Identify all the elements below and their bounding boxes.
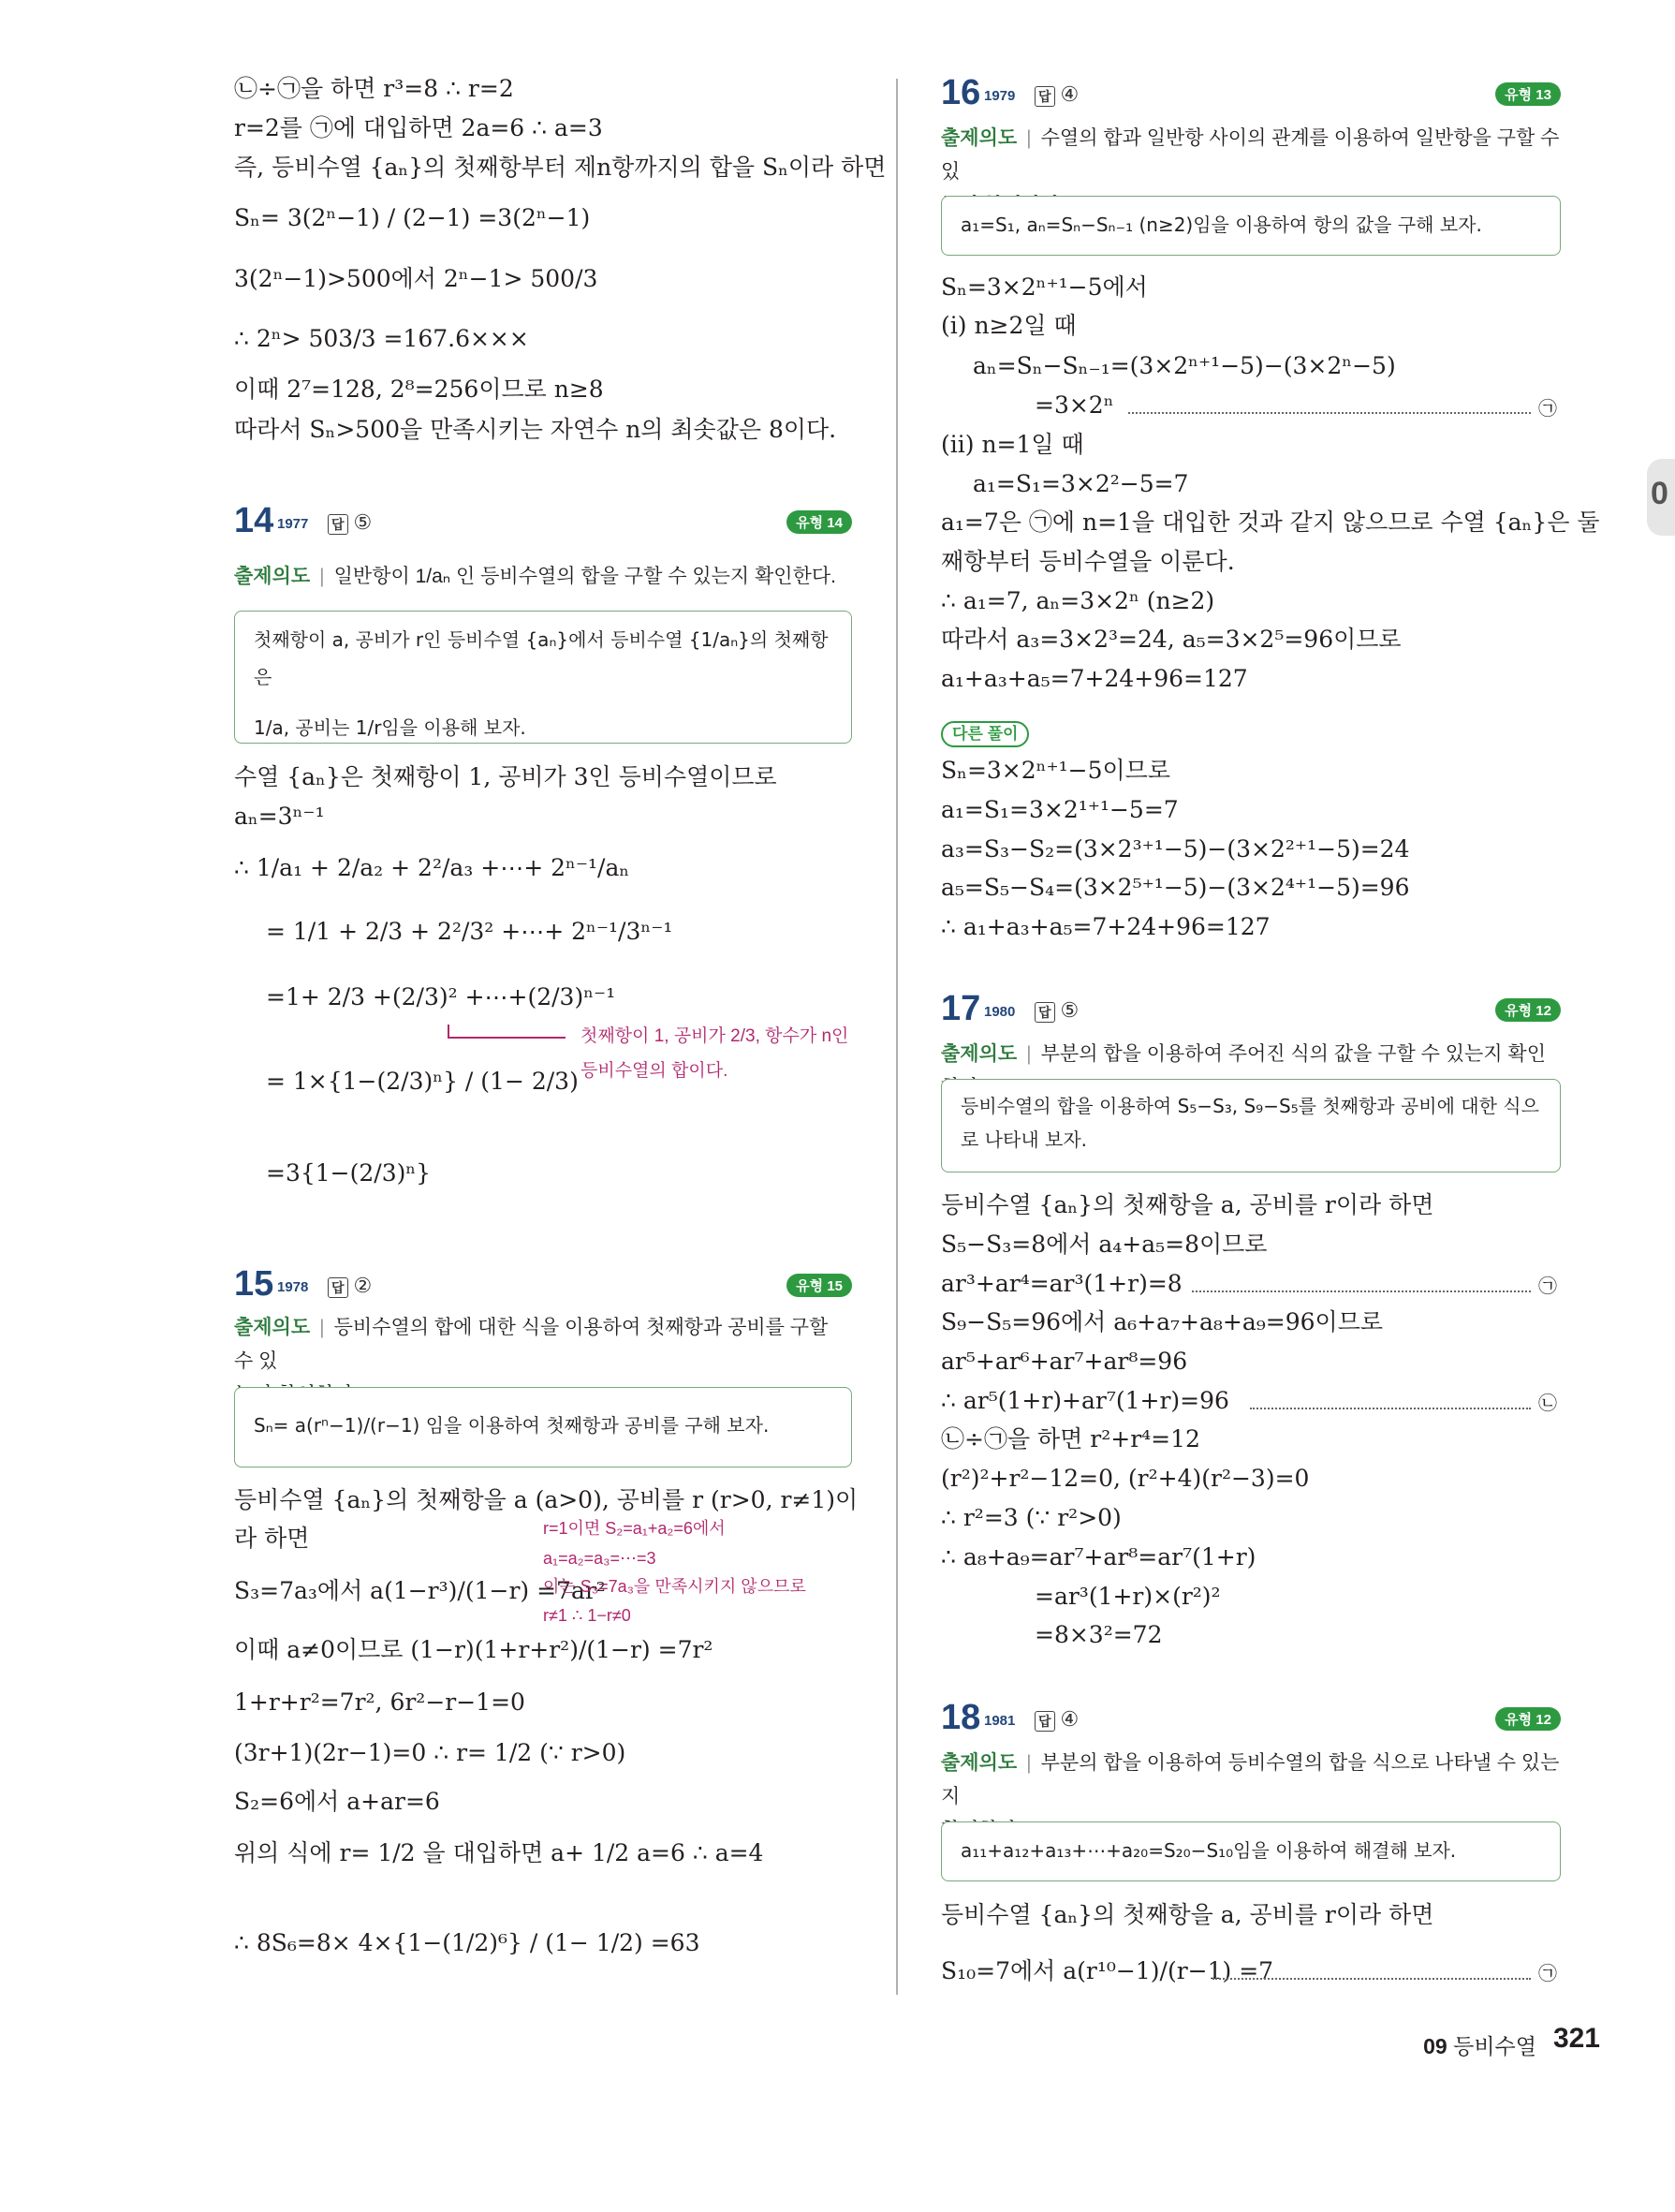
problem-number: 16 (941, 73, 981, 112)
annotation-note: 이는 S₃=7a₃을 만족시키지 않으므로 (543, 1577, 806, 1596)
solution-line: =8×3²=72 (1035, 1621, 1163, 1648)
solution-line: =3{1−(2/3)ⁿ} (266, 1159, 432, 1187)
intent-label: 출제의도 (234, 1317, 311, 1338)
solution-line: 따라서 a₃=3×2³=24, a₅=3×2⁵=96이므로 (941, 626, 1402, 653)
solution-line: ∴ r²=3 (∵ r²>0) (941, 1504, 1122, 1531)
solution-line: =1+ 2/3 +(2/3)² +⋯+(2/3)ⁿ⁻¹ (266, 983, 616, 1010)
annotation-arrow (448, 1037, 566, 1039)
problem-18-header (941, 1698, 1561, 1745)
solution-line: a₁=S₁=3×2²−5=7 (973, 470, 1189, 497)
solution-line: S₁₀=7에서 a(r¹⁰−1)/(r−1) =7 (941, 1957, 1274, 1984)
type-badge: 유형 14 (786, 510, 852, 534)
annotation-connector (448, 1025, 449, 1038)
type-badge: 유형 15 (786, 1274, 852, 1297)
answer-value: ② (353, 1274, 373, 1297)
footer-chapter (1423, 2029, 1536, 2060)
solution-line: (ⅱ) n=1일 때 (941, 431, 1084, 458)
solution-line: S₃=7a₃에서 a(1−r³)/(1−r) =7ar² (234, 1577, 606, 1604)
hint-text: a₁=S₁, aₙ=Sₙ−Sₙ₋₁ (n≥2)임을 이용하여 항의 값을 구해 보자. (961, 214, 1482, 236)
answer (328, 510, 372, 535)
solution-line: 이때 2⁷=128, 2⁸=256이므로 n≥8 (234, 376, 604, 403)
solution-line: ∴ a₁+a₃+a₅=7+24+96=127 (941, 913, 1271, 940)
solution-line: ∴ ar⁵(1+r)+ar⁷(1+r)=96 (941, 1387, 1229, 1414)
dotted-leader (1128, 412, 1531, 414)
hint-text: a₁₁+a₁₂+a₁₃+⋯+a₂₀=S₂₀−S₁₀임을 이용하여 해결해 보자. (961, 1839, 1457, 1862)
column-divider (896, 79, 898, 1995)
intent-text: 일반항이 1/aₙ 인 등비수열의 합을 구할 수 있는지 확인한다. (333, 566, 836, 587)
solution-line: a₁+a₃+a₅=7+24+96=127 (941, 665, 1248, 692)
solution-line: ㉡÷㉠을 하면 r²+r⁴=12 (941, 1425, 1200, 1453)
problem-intent: 출제의도 | 부분의 합을 이용하여 주어진 식의 값을 구할 수 있는지 확인 (941, 1038, 1561, 1105)
hint-box (234, 1387, 852, 1467)
solution-line: Sₙ= 3(2ⁿ−1) / (2−1) =3(2ⁿ−1) (234, 204, 591, 231)
answer (1035, 998, 1079, 1023)
solution-line: 따라서 Sₙ>500을 만족시키는 자연수 n의 최솟값은 8이다. (234, 416, 837, 443)
answer (1035, 1707, 1079, 1732)
equation-mark: ㉠ (1538, 397, 1557, 420)
solution-line: 라 하면 (234, 1525, 310, 1552)
problem-code: 1978 (277, 1279, 309, 1295)
solution-line: 등비수열 {aₙ}의 첫째항을 a, 공비를 r이라 하면 (941, 1901, 1434, 1928)
problem-14-header (234, 501, 852, 548)
problem-16-header (941, 73, 1561, 120)
equation-mark: ㉠ (1538, 1275, 1557, 1297)
answer-label: 답 (1035, 1002, 1055, 1023)
annotation-note: r≠1 ∴ 1−r≠0 (543, 1606, 631, 1625)
solution-line: S₅−S₃=8에서 a₄+a₅=8이므로 (941, 1231, 1268, 1258)
dotted-leader (1192, 1290, 1531, 1292)
solution-line: = 1/1 + 2/3 + 2²/3² +⋯+ 2ⁿ⁻¹/3ⁿ⁻¹ (266, 918, 673, 945)
annotation-note: a₁=a₂=a₃=⋯=3 (543, 1549, 656, 1568)
solution-line: (r²)²+r²−12=0, (r²+4)(r²−3)=0 (941, 1465, 1310, 1492)
answer-value: ⑤ (353, 510, 373, 534)
problem-number: 18 (941, 1698, 981, 1737)
hint-box (941, 1821, 1561, 1881)
solution-line: a₅=S₅−S₄=(3×2⁵⁺¹−5)−(3×2⁴⁺¹−5)=96 (941, 874, 1410, 901)
page-number: 321 (1552, 2023, 1600, 2054)
answer (328, 1274, 372, 1298)
solution-line: ∴ 1/a₁ + 2/a₂ + 2²/a₃ +⋯+ 2ⁿ⁻¹/aₙ (234, 854, 630, 881)
solution-line: =3×2ⁿ (1035, 391, 1114, 419)
annotation-note: 등비수열의 합이다. (580, 1061, 728, 1081)
hint-box (234, 611, 852, 744)
problem-code: 1980 (984, 1004, 1016, 1020)
hint-box (941, 196, 1561, 256)
annotation-note: r=1이면 S₂=a₁+a₂=6에서 (543, 1519, 726, 1538)
type-badge: 유형 12 (1495, 1707, 1561, 1731)
solution-line: aₙ=Sₙ−Sₙ₋₁=(3×2ⁿ⁺¹−5)−(3×2ⁿ−5) (973, 352, 1396, 379)
problem-number: 14 (234, 501, 274, 540)
hint-text: 1/a, 공비는 1/r임을 이용해 보자. (254, 716, 526, 739)
solution-line: r=2를 ㉠에 대입하면 2a=6 ∴ a=3 (234, 114, 603, 141)
solution-line: ∴ 8S₆=8× 4×{1−(1/2)⁶} / (1− 1/2) =63 (234, 1929, 700, 1956)
answer-label: 답 (1035, 86, 1055, 107)
solution-line: =ar³(1+r)×(r²)² (1035, 1583, 1221, 1610)
solution-line: ar³+ar⁴=ar³(1+r)=8 (941, 1270, 1183, 1297)
solution-line: (3r+1)(2r−1)=0 ∴ r= 1/2 (∵ r>0) (234, 1739, 626, 1766)
intent-label: 출제의도 (234, 566, 311, 587)
type-badge: 유형 13 (1495, 82, 1561, 106)
answer (1035, 82, 1079, 107)
problem-intent: 출제의도 | 부분의 합을 이용하여 등비수열의 합을 식으로 나타낼 수 있는지 (941, 1747, 1561, 1848)
type-badge: 유형 12 (1495, 998, 1561, 1022)
annotation-note: 첫째항이 1, 공비가 2/3, 항수가 n인 (580, 1026, 849, 1046)
problem-intent: 출제의도 | 일반항이 1/aₙ 인 등비수열의 합을 구할 수 있는지 확인한다. (234, 566, 836, 587)
solution-line: ∴ a₈+a₉=ar⁷+ar⁸=ar⁷(1+r) (941, 1543, 1256, 1571)
problem-intent: 출제의도 | 등비수열의 합에 대한 식을 이용하여 첫째항과 공비를 구할 수 있 (234, 1311, 852, 1412)
solution-line: ar⁵+ar⁶+ar⁷+ar⁸=96 (941, 1348, 1188, 1375)
solution-line: 째항부터 등비수열을 이룬다. (941, 548, 1235, 575)
equation-mark: ㉠ (1538, 1962, 1557, 1984)
solution-line: Sₙ=3×2ⁿ⁺¹−5이므로 (941, 757, 1170, 784)
problem-intent: 출제의도 | 수열의 합과 일반항 사이의 관계를 이용하여 일반항을 구할 수 있 (941, 122, 1561, 223)
dotted-leader (1250, 1408, 1531, 1409)
intent-label: 출제의도 (941, 1043, 1018, 1065)
intent-text: 부분의 합을 이용하여 주어진 식의 값을 구할 수 있는지 확인 (1040, 1043, 1546, 1065)
solution-line: (ⅰ) n≥2일 때 (941, 312, 1077, 339)
chapter-number: 09 (1423, 2034, 1447, 2058)
solution-line: 수열 {aₙ}은 첫째항이 1, 공비가 3인 등비수열이므로 (234, 763, 777, 790)
side-tab-text: 0 (1651, 476, 1668, 511)
problem-number: 15 (234, 1264, 274, 1304)
solution-line: ㉡÷㉠을 하면 r³=8 ∴ r=2 (234, 75, 514, 102)
equation-mark: ㉡ (1538, 1392, 1557, 1414)
answer-label: 답 (328, 514, 348, 535)
chapter-side-tab (1647, 459, 1675, 536)
solution-line: a₁=7은 ㉠에 n=1을 대입한 것과 같지 않으므로 수열 {aₙ}은 둘 (941, 509, 1600, 536)
alt-solution-badge: 다른 풀이 (941, 721, 1029, 747)
solution-line: Sₙ=3×2ⁿ⁺¹−5에서 (941, 273, 1148, 301)
solution-line: 3(2ⁿ−1)>500에서 2ⁿ−1> 500/3 (234, 265, 598, 292)
solution-line: 1+r+r²=7r², 6r²−r−1=0 (234, 1688, 525, 1716)
answer-label: 답 (328, 1277, 348, 1298)
solution-line: a₃=S₃−S₂=(3×2³⁺¹−5)−(3×2²⁺¹−5)=24 (941, 835, 1410, 863)
solution-line: = 1×{1−(2/3)ⁿ} / (1− 2/3) (266, 1068, 579, 1095)
solution-line: 등비수열 {aₙ}의 첫째항을 a, 공비를 r이라 하면 (941, 1191, 1434, 1218)
problem-code: 1979 (984, 88, 1016, 104)
intent-text: 부분의 합을 이용하여 등비수열의 합을 식으로 나타낼 수 있는지 (941, 1752, 1560, 1807)
chapter-title: 등비수열 (1453, 2034, 1536, 2058)
intent-label: 출제의도 (941, 1752, 1018, 1774)
solution-line: S₂=6에서 a+ar=6 (234, 1788, 440, 1815)
answer-value: ④ (1060, 82, 1080, 106)
answer-value: ④ (1060, 1707, 1080, 1731)
problem-15-header (234, 1264, 852, 1311)
hint-text: Sₙ= a(rⁿ−1)/(r−1) 임을 이용하여 첫째항과 공비를 구해 보자. (254, 1414, 770, 1437)
hint-box (941, 1079, 1561, 1172)
hint-text: 등비수열의 합을 이용하여 S₅−S₃, S₉−S₅를 첫째항과 공비에 대한 식으 (961, 1095, 1539, 1117)
dotted-leader (1212, 1978, 1531, 1980)
problem-number: 17 (941, 989, 981, 1028)
solution-line: S₉−S₅=96에서 a₆+a₇+a₈+a₉=96이므로 (941, 1308, 1384, 1335)
intent-text: 수열의 합과 일반항 사이의 관계를 이용하여 일반항을 구할 수 있 (941, 127, 1560, 183)
solution-line: ∴ 2ⁿ> 503/3 =167.6××× (234, 325, 529, 352)
answer-value: ⑤ (1060, 998, 1080, 1022)
problem-17-header (941, 989, 1561, 1036)
solution-line: 위의 식에 r= 1/2 을 대입하면 a+ 1/2 a=6 ∴ a=4 (234, 1839, 764, 1866)
solution-line: 즉, 등비수열 {aₙ}의 첫째항부터 제n항까지의 합을 Sₙ이라 하면 (234, 154, 887, 181)
problem-code: 1981 (984, 1713, 1016, 1729)
solution-line: aₙ=3ⁿ⁻¹ (234, 803, 325, 830)
intent-text: 등비수열의 합에 대한 식을 이용하여 첫째항과 공비를 구할 수 있 (234, 1317, 829, 1372)
problem-code: 1977 (277, 516, 309, 532)
answer-label: 답 (1035, 1711, 1055, 1732)
hint-text: 로 나타내 보자. (961, 1128, 1087, 1151)
intent-label: 출제의도 (941, 127, 1018, 149)
solution-line: ∴ a₁=7, aₙ=3×2ⁿ (n≥2) (941, 587, 1215, 614)
solution-line: 등비수열 {aₙ}의 첫째항을 a (a>0), 공비를 r (r>0, r≠1)이 (234, 1486, 859, 1513)
hint-text: 첫째항이 a, 공비가 r인 등비수열 {aₙ}에서 등비수열 {1/aₙ}의 첫째항은 (254, 628, 829, 688)
solution-line: a₁=S₁=3×2¹⁺¹−5=7 (941, 796, 1179, 823)
solution-line: 이때 a≠0이므로 (1−r)(1+r+r²)/(1−r) =7r² (234, 1636, 713, 1663)
